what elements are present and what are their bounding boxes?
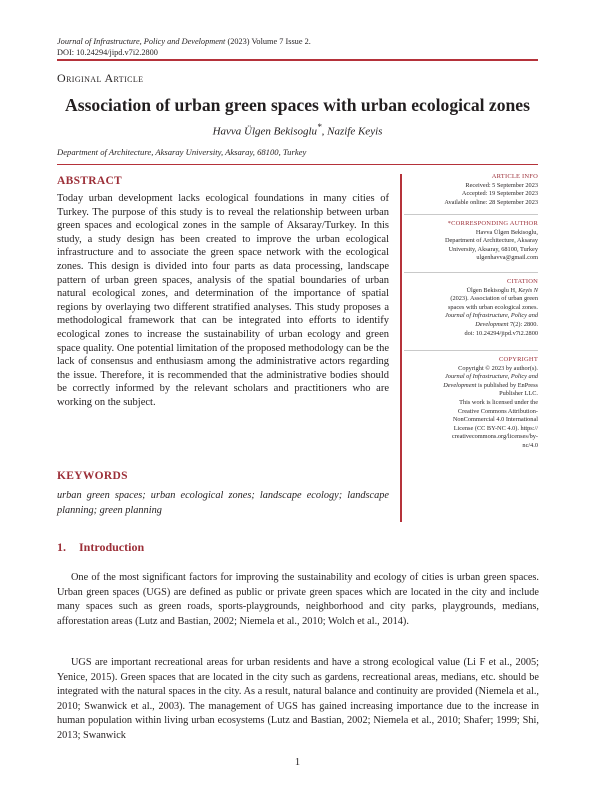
citation-volume: 7(2): 2800.: [508, 320, 538, 328]
online-date: Available online: 28 September 2023: [444, 198, 538, 206]
sidebar-rule: [404, 214, 538, 215]
copyright-text: Copyright © 2023 by author(s).: [458, 364, 538, 372]
citation-journal: Journal of Infrastructure, Policy and: [445, 312, 538, 320]
section-number: 1.: [57, 540, 66, 554]
license-text: NonCommercial 4.0 International: [452, 416, 538, 424]
citation-label: CITATION: [506, 278, 538, 285]
citation-text: spaces with urban ecological zones.: [447, 303, 538, 311]
section-title: Introduction: [79, 540, 145, 554]
citation-text: Keyis N: [518, 286, 538, 294]
sidebar-rule: [404, 350, 538, 351]
license-link[interactable]: creativecommons.org/licenses/by-: [451, 433, 538, 441]
author-2: , Nazife Keyis: [321, 125, 383, 138]
affiliation: Department of Architecture, Aksaray University, Aksaray, 68100, Turkey: [57, 147, 307, 157]
abstract-text: Today urban development lacks ecological foundations in many cities of Turkey. The purpose of this study is to reveal the relationship between urban green spaces and ecological zones in the sample of Aksaray/Turkey. In this study, a study design has been created to improve the urban ecological infrastructure and to associate the green space network with the ecological zones. This design is divided into four parts as data processing, landscape pattern of urban green spaces, analysis of the spatial boundaries of urban natural ecological zones, and determination of the importance of spatial regions by overlaying two different stratified analyses. This study proposes a methodological framework that can be integrated into efforts to identify ecological zones to increase the sustainability of urban ecology and green space quality. One potential limitation of the proposed methodology can be the lack of consensus and enthusiasm among the administrative actors regarding the issue. Therefore, it is recommended that the administrative bodies should be correctly informed by the relevant scholars and practitioners who are working on the subject.: [57, 193, 389, 408]
authors: [57, 122, 538, 138]
corresponding-label: *CORRESPONDING AUTHOR: [447, 220, 538, 227]
citation-text: (2023). Association of urban green: [450, 295, 538, 303]
citation-journal: Development: [475, 320, 509, 328]
copyright-text: Publisher LLC.: [499, 390, 538, 398]
introduction-heading: [57, 540, 144, 555]
sidebar-rule: [404, 272, 538, 273]
accepted-date: Accepted: 19 September 2023: [461, 190, 538, 198]
paragraph: [57, 571, 539, 629]
copyright-journal: Journal of Infrastructure, Policy and: [445, 373, 538, 381]
journal-header: [57, 36, 537, 58]
journal-issue: (2023) Volume 7 Issue 2.: [225, 37, 311, 46]
journal-name: Journal of Infrastructure, Policy and Development: [57, 37, 226, 46]
corresponding-author-block: [404, 220, 538, 263]
citation-doi[interactable]: doi: 10.24294/jipd.v7i2.2800: [464, 329, 538, 337]
corresponding-email[interactable]: ulgenhavva@gmail.com: [476, 254, 538, 262]
doi: DOI: 10.24294/jipd.v7i2.2800: [57, 48, 158, 57]
corresponding-address-2: University, Aksaray, 68100, Turkey: [448, 245, 538, 253]
copyright-block: [404, 356, 538, 451]
citation-text: Ülgen Bekisoglu H,: [466, 286, 519, 294]
abstract-heading: ABSTRACT: [57, 175, 123, 187]
article-type: Original Article: [57, 71, 144, 85]
article-info-block: [404, 173, 538, 207]
corresponding-name: Havva Ülgen Bekisoglu,: [475, 228, 538, 236]
keywords-heading: KEYWORDS: [57, 470, 128, 482]
paragraph: [57, 656, 539, 744]
article-info-label: ARTICLE INFO: [491, 173, 538, 180]
license-link[interactable]: nc/4.0: [522, 441, 538, 449]
license-text: This work is licensed under the: [459, 398, 538, 406]
paragraph-text: UGS are important recreational areas for urban residents and have a strong ecological value (Li F et al., 2005; Yenice, 2015). Green spaces that are located in the city such as gardens, recreational areas, medians, etc. should be integrated with the natural spaces in the city. As a result, natural balance and continuity are provided (Niemela et al., 2010; Swanwick et al., 2003). The management of UGS has gained increasing importance due to the increase in human population within living urban ecosystems (Lutz and Bastian, 2002; Niemela et al., 2010; Shafer; 1999; Shi, 2013; Swanwick: [57, 657, 539, 741]
corresponding-address-1: Department of Architecture, Aksaray: [444, 237, 538, 245]
sidebar-divider: [400, 174, 402, 522]
article-title: Association of urban green spaces with urban ecological zones: [65, 95, 530, 115]
citation-block: [404, 278, 538, 338]
license-text: Creative Commons Attribution-: [457, 407, 538, 415]
corresponding-mark: *: [317, 122, 322, 132]
copyright-journal: Development: [443, 381, 477, 389]
copyright-text: is published by EnPress: [476, 381, 538, 389]
header-rule: [57, 59, 538, 61]
received-date: Received: 5 September 2023: [465, 181, 538, 189]
keywords-text: urban green spaces; urban ecological zones; landscape ecology; landscape planning; green planning: [57, 490, 389, 516]
paragraph-text: One of the most significant factors for improving the sustainability and ecology of cities is urban green spaces. Urban green spaces (UGS) are defined as public or private green spaces which are located in the city and include many spaces such as green roads, sports-playgrounds, neighborhood and city parks, playgrounds, medians, afforestation areas (Lutz and Bastian, 2002; Niemela et al., 2010; Wolch et al., 2014).: [57, 572, 539, 627]
license-text: License (CC BY-NC 4.0). https://: [453, 424, 538, 432]
author-1: Havva Ülgen Bekisoglu: [212, 125, 318, 138]
title-rule: [57, 164, 538, 165]
copyright-label: COPYRIGHT: [499, 356, 538, 363]
page-number: 1: [294, 757, 301, 768]
